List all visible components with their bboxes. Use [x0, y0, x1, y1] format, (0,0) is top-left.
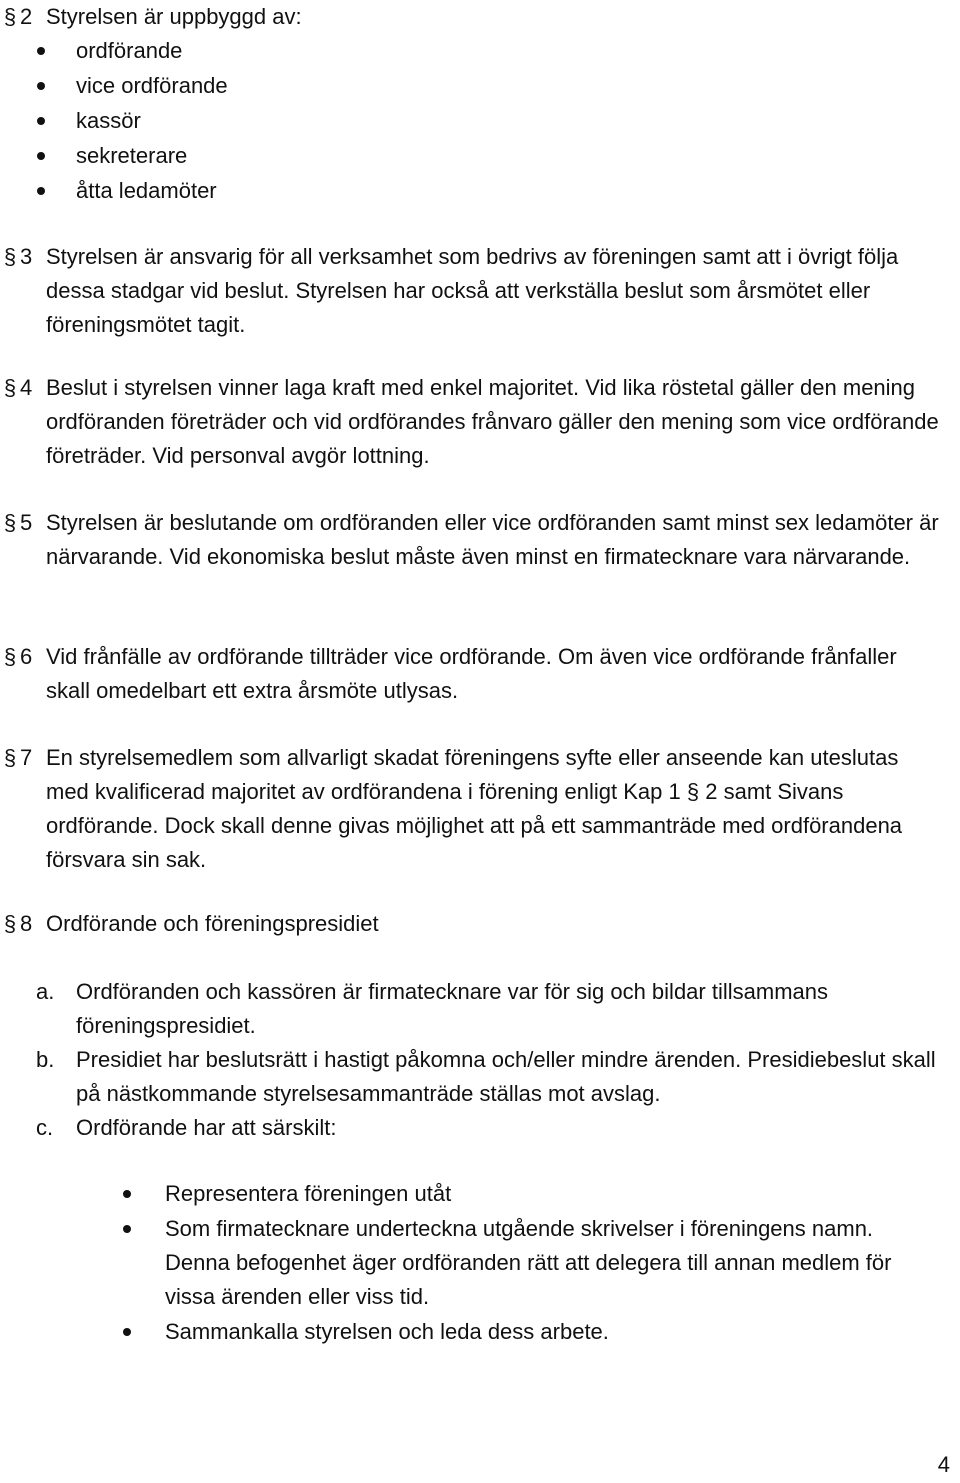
section-7: [0, 741, 940, 877]
section-4-text: Beslut i styrelsen vinner laga kraft med enkel majoritet. Vid lika röstetal gäller den mening ordföranden företräder och vid ordförandes frånvaro gäller den mening som vice ordförande företräder. Vid personval avgör lottning.: [46, 375, 939, 468]
section-number: 3: [20, 244, 33, 269]
section-3: [0, 240, 940, 342]
list-item: vice ordförande: [0, 69, 940, 104]
section-5: [0, 506, 940, 574]
list-item: Som firmatecknare underteckna utgående skrivelser i föreningens namn. Denna befogenhet äger ordföranden rätt att delegera till annan medlem för vissa ärenden eller viss tid.: [0, 1212, 940, 1314]
bullet-icon: [37, 82, 45, 90]
list-item-text: Ordförande har att särskilt:: [76, 1115, 337, 1140]
list-item-b: [0, 1043, 940, 1111]
section-number: 5: [20, 510, 33, 535]
board-members-list: [0, 34, 940, 209]
section-sign: §: [3, 745, 17, 770]
section-reference: 2: [705, 779, 718, 804]
list-marker: a.: [36, 979, 55, 1004]
list-item: ordförande: [0, 34, 940, 69]
bullet-icon: [37, 152, 45, 160]
bullet-icon: [123, 1328, 131, 1336]
section-8-text: Ordförande och föreningspresidiet: [46, 911, 379, 936]
section-5-paragraph: [0, 506, 940, 574]
bullet-icon: [37, 47, 45, 55]
section-sign: §: [3, 644, 17, 669]
list-item: åtta ledamöter: [0, 174, 940, 209]
list-marker: c.: [36, 1115, 54, 1140]
section-3-text: Styrelsen är ansvarig för all verksamhet som bedrivs av föreningen samt att i övrigt följa dessa stadgar vid beslut. Styrelsen har också att verkställa beslut som årsmötet eller föreningsmötet tagit.: [46, 244, 899, 337]
section-6-text: Vid frånfälle av ordförande tillträder vice ordförande. Om även vice ordförande frånfaller skall omedelbart ett extra årsmöte utlysas.: [46, 644, 897, 703]
list-marker: b.: [36, 1047, 55, 1072]
section-sign-inline: §: [686, 779, 700, 804]
section-number: 2: [20, 4, 33, 29]
section-4-paragraph: [0, 371, 940, 473]
section-sign: §: [3, 375, 17, 400]
section-7-text-continued: samt Sivans ordförande. Dock skall denne givas möjlighet att på ett sammanträde med ordförandena försvara sin sak.: [46, 779, 903, 872]
section-number: 4: [20, 375, 33, 400]
list-item: sekreterare: [0, 139, 940, 174]
list-item: Representera föreningen utåt: [0, 1177, 940, 1211]
section-8: [0, 907, 940, 941]
section-sign: §: [3, 4, 17, 29]
list-item-text: Presidiet har beslutsrätt i hastigt påkomna och/eller mindre ärenden. Presidiebeslut skall på nästkommande styrelsesammanträde ställas mot avslag.: [76, 1047, 936, 1106]
list-item: Sammankalla styrelsen och leda dess arbete.: [0, 1315, 940, 1349]
section-number: 7: [20, 745, 33, 770]
section-sign: §: [3, 510, 17, 535]
list-item-c: [0, 1111, 940, 1145]
bullet-icon: [37, 187, 45, 195]
presidium-list: [0, 975, 940, 1145]
list-item-a: [0, 975, 940, 1043]
bullet-icon: [123, 1190, 131, 1198]
section-2: [0, 0, 940, 209]
section-2-text: Styrelsen är uppbyggd av:: [46, 4, 302, 29]
section-5-text: Styrelsen är beslutande om ordföranden eller vice ordföranden samt minst sex ledamöter är närvarande. Vid ekonomiska beslut måste även minst en firmatecknare vara närvarande.: [46, 510, 939, 569]
section-6-paragraph: [0, 640, 940, 708]
section-7-text: En styrelsemedlem som allvarligt skadat föreningens syfte eller anseende kan uteslutas med kvalificerad majoritet av ordförandena i förening enligt Kap 1: [46, 745, 899, 804]
section-number: 6: [20, 644, 33, 669]
bullet-icon: [123, 1225, 131, 1233]
section-8-heading: [0, 907, 940, 941]
section-4: [0, 371, 940, 473]
page-number: 4: [937, 1452, 950, 1477]
chair-duties-list: [0, 1177, 940, 1350]
bullet-icon: [37, 117, 45, 125]
section-2-heading: [0, 0, 940, 34]
section-sign: §: [3, 244, 17, 269]
list-item-text: Ordföranden och kassören är firmatecknare var för sig och bildar tillsammans föreningspresidiet.: [76, 979, 828, 1038]
section-7-paragraph: [0, 741, 940, 877]
list-item: kassör: [0, 104, 940, 139]
section-3-paragraph: [0, 240, 940, 342]
section-number: 8: [20, 911, 33, 936]
section-6: [0, 640, 940, 708]
section-sign: §: [3, 911, 17, 936]
